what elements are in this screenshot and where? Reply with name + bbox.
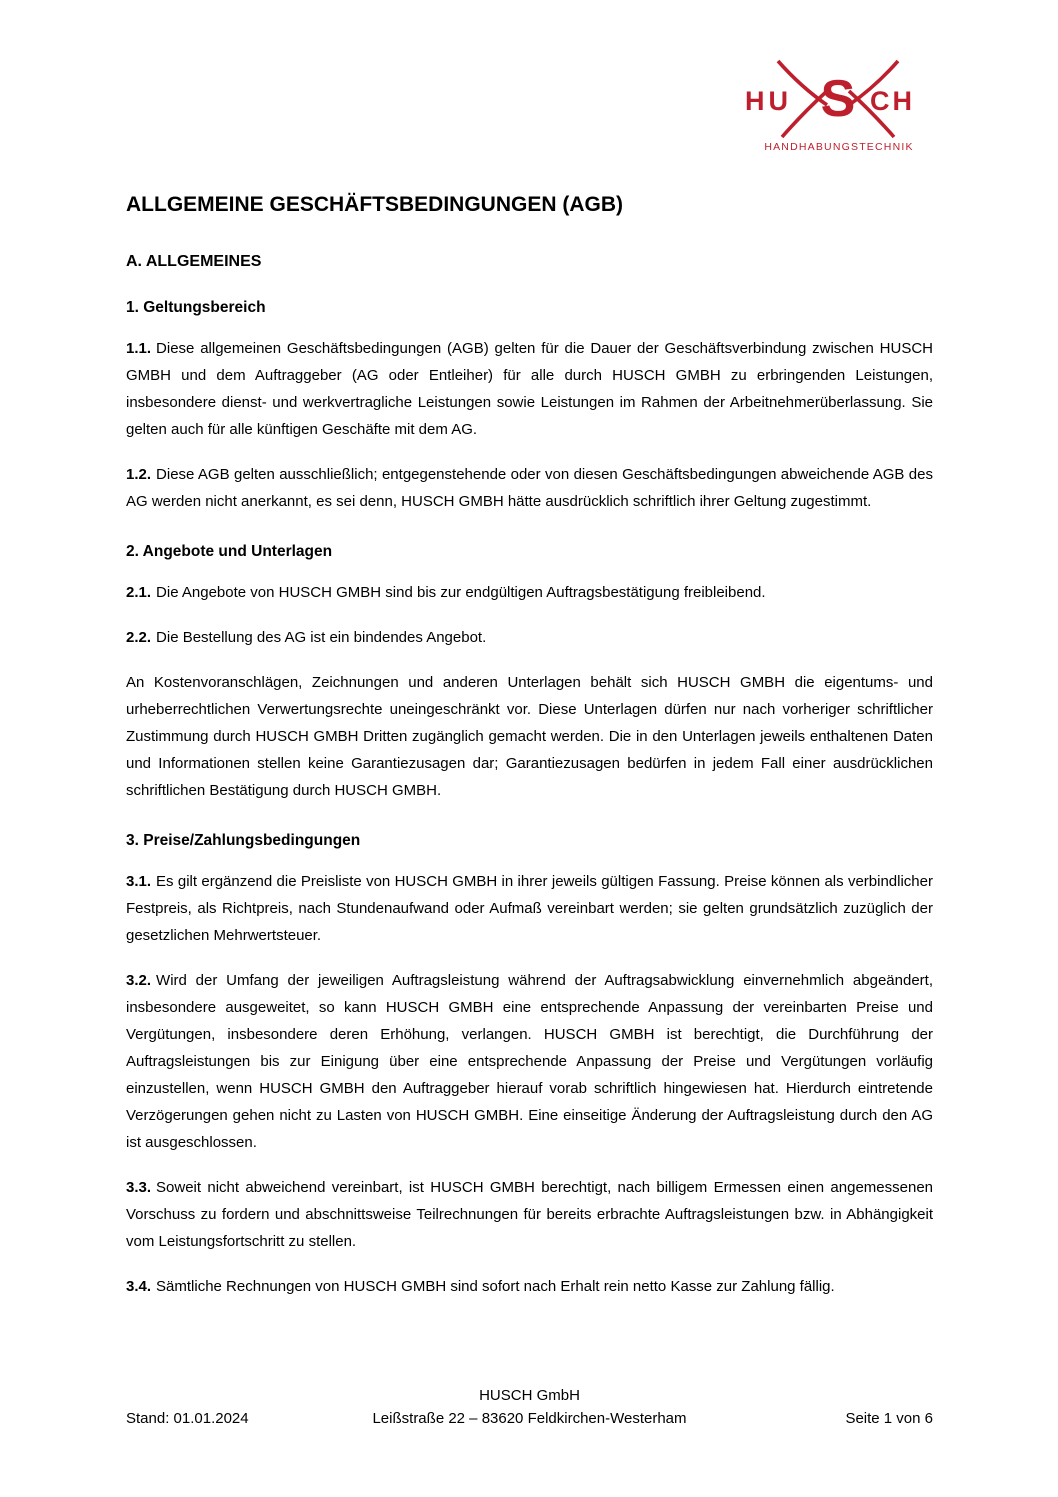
logo-subtitle: HANDHABUNGSTECHNIK (764, 141, 914, 153)
clause-text-1-2: Diese AGB gelten ausschließlich; entgegenstehende oder von diesen Geschäftsbedingungen abweichende AGB des AG werden nicht anerkannt, es sei denn, HUSCH GMBH hätte ausdrücklich schriftlich ihrer Geltung zugestimmt. (126, 466, 933, 510)
clause-text-3-4: Sämtliche Rechnungen von HUSCH GMBH sind sofort nach Erhalt rein netto Kasse zur Zahlung fällig. (156, 1278, 835, 1295)
paragraph-2-1 (126, 579, 933, 606)
logo-text-hu: HU (745, 86, 792, 116)
paragraph-3-1 (126, 868, 933, 949)
clause-text-3-1: Es gilt ergänzend die Preisliste von HUSCH GMBH in ihrer jeweils gültigen Fassung. Preise können als verbindlicher Festpreis, als Richtpreis, nach Stundenaufwand oder Aufmaß vereinbart werden; sie gelten grundsätzlich zuzüglich der gesetzlichen Mehrwertsteuer. (126, 873, 933, 944)
clause-heading-3: 3. Preise/Zahlungsbedingungen (126, 832, 361, 849)
footer-address: Leißstraße 22 – 83620 Feldkirchen-Westerham (372, 1410, 687, 1427)
page-footer (126, 1384, 933, 1430)
clause-text-3-3: Soweit nicht abweichend vereinbart, ist HUSCH GMBH berechtigt, nach billigem Ermessen einen angemessenen Vorschuss zu fordern und abschnittsweise Teilrechnungen für bereits erbrachte Auftragsleistungen bzw. in Abhängigkeit vom Leistungsfortschritt zu stellen. (126, 1179, 933, 1250)
paragraph-2-2 (126, 624, 933, 651)
clause-number-2-2: 2.2. (126, 629, 152, 646)
clause-number-2-1: 2.1. (126, 584, 152, 601)
clause-number-3-1: 3.1. (126, 873, 152, 890)
logo-text-s: S (820, 70, 856, 128)
paragraph-1-2 (126, 461, 933, 515)
clause-text-2-2: Die Bestellung des AG ist ein bindendes Angebot. (156, 629, 487, 646)
footer-company: HUSCH GmbH (479, 1387, 580, 1404)
paragraph-3-4 (126, 1273, 933, 1300)
clause-heading-2: 2. Angebote und Unterlagen (126, 543, 333, 560)
clause-heading-1: 1. Geltungsbereich (126, 299, 266, 316)
footer-page-number: Seite 1 von 6 (845, 1410, 933, 1427)
paragraph-3-3 (126, 1174, 933, 1255)
document-body (126, 0, 933, 1300)
clause-text-2-1: Die Angebote von HUSCH GMBH sind bis zur endgültigen Auftragsbestätigung freibleibend. (156, 584, 766, 601)
clause-number-3-4: 3.4. (126, 1278, 152, 1295)
logo-text-ch: CH (870, 86, 915, 116)
paragraph-2-unnumbered (126, 669, 933, 804)
section-heading-a: A. ALLGEMEINES (126, 253, 262, 270)
clause-number-3-2: 3.2. (126, 972, 152, 989)
footer-date: Stand: 01.01.2024 (126, 1410, 249, 1427)
clause-number-1-2: 1.2. (126, 466, 152, 483)
clause-text-3-2: Wird der Umfang der jeweiligen Auftragsleistung während der Auftragsabwicklung einvernehmlich abgeändert, insbesondere ausgeweitet, so kann HUSCH GMBH eine entsprechende Anpassung der vereinbarten Preise und Vergütungen, insbesondere deren Erhöhung, verlangen. HUSCH GMBH ist berechtigt, die Durchführung der Auftragsleistungen bis zur Einigung über eine entsprechende Anpassung der Preise und Vergütungen vorläufig einzustellen, wenn HUSCH GMBH den Auftraggeber hierauf vorab schriftlich hingewiesen hat. Hierdurch eintretende Verzögerungen gehen nicht zu Lasten von HUSCH GMBH. Eine einseitige Änderung der Auftragsleistung durch den AG ist ausgeschlossen. (126, 972, 933, 1151)
paragraph-3-2 (126, 967, 933, 1156)
clause-text-1-1: Diese allgemeinen Geschäftsbedingungen (AGB) gelten für die Dauer der Geschäftsverbindung zwischen HUSCH GMBH und dem Auftraggeber (AG oder Entleiher) für alle durch HUSCH GMBH zu erbringenden Leistungen, insbesondere dienst- und werkvertragliche Leistungen sowie Leistungen im Rahmen der Arbeitnehmerüberlassung. Sie gelten auch für alle künftigen Geschäfte mit dem AG. (126, 340, 933, 438)
clause-number-3-3: 3.3. (126, 1179, 152, 1196)
document-title: ALLGEMEINE GESCHÄFTSBEDINGUNGEN (AGB) (126, 193, 624, 216)
paragraph-1-1 (126, 335, 933, 443)
clause-text-2-unnumbered: An Kostenvoranschlägen, Zeichnungen und anderen Unterlagen behält sich HUSCH GMBH die eigentums- und urheberrechtlichen Verwertungsrechte uneingeschränkt vor. Diese Unterlagen dürfen nur nach vorheriger schriftlicher Zustimmung durch HUSCH GMBH Dritten zugänglich gemacht werden. Die in den Unterlagen jeweils enthaltenen Daten und Informationen stellen keine Garantiezusagen dar; Garantiezusagen bedürfen in jedem Fall einer ausdrücklichen schriftlichen Bestätigung durch HUSCH GMBH. (126, 674, 933, 799)
clause-number-1-1: 1.1. (126, 340, 152, 357)
